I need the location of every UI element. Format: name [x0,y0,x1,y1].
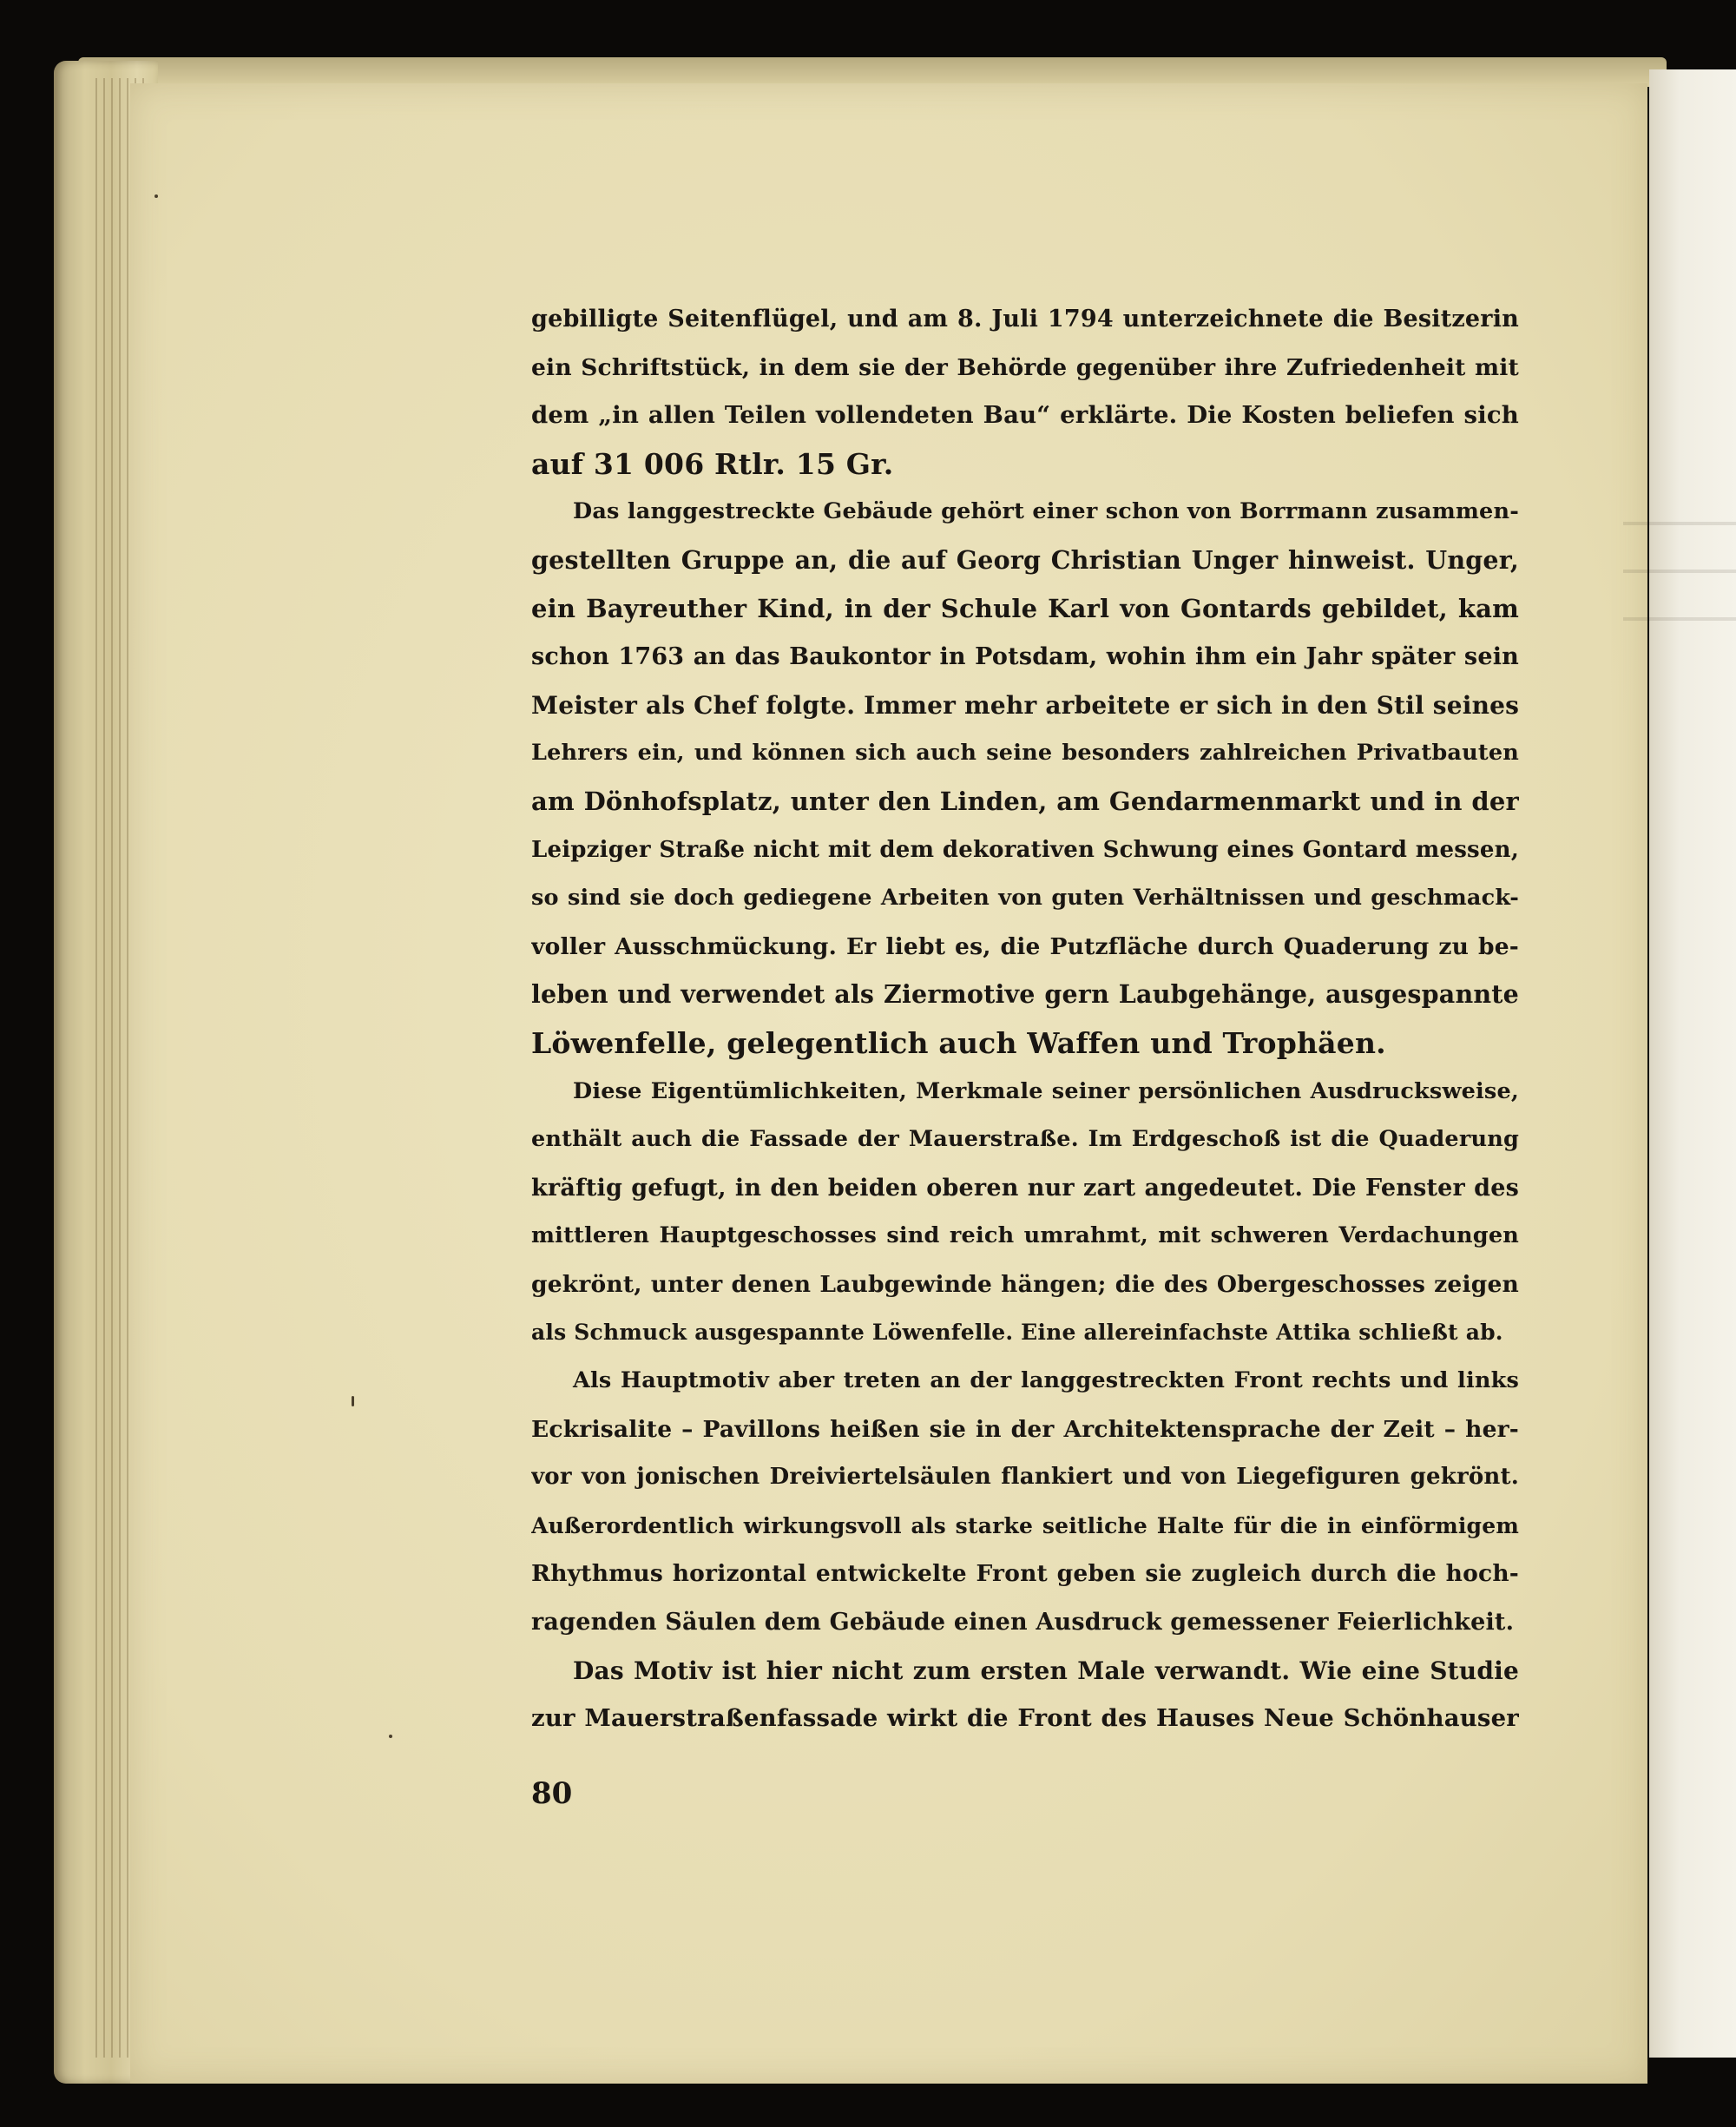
text-line: schon 1763 an das Baukontor in Potsdam, wohin ihm ein Jahr später sein [531,643,1519,671]
text-line: Rhythmus horizontal entwickelte Front geben sie zugleich durch die hoch- [531,1560,1519,1588]
text-line: Leipziger Straße nicht mit dem dekorativen Schwung eines Gontard messen, [531,836,1519,863]
text-line: enthält auch die Fassade der Mauerstraße. Im Erdgeschoß ist die Quaderung [531,1126,1519,1153]
body-text [531,295,1519,1743]
text-line: ragenden Säulen dem Gebäude einen Ausdruck gemessener Feierlichkeit. [531,1609,1515,1636]
text-line: leben und verwendet als Ziermotive gern Laubgehänge, ausgespannte [531,979,1519,1010]
text-line: dem „in allen Teilen vollendeten Bau“ erklärte. Die Kosten beliefen sich [531,401,1519,430]
text-line: Löwenfelle, gelegentlich auch Waffen und Trophäen. [531,1025,1386,1060]
paper-mark [352,1396,354,1406]
text-line: vor von jonischen Dreiviertelsäulen flankiert und von Liegefiguren gekrönt. [531,1464,1519,1491]
text-line: Lehrers ein, und können sich auch seine besonders zahlreichen Privatbauten [531,740,1519,767]
text-line: gestellten Gruppe an, die auf Georg Christian Unger hinweist. Unger, [531,544,1519,575]
text-line: Diese Eigentümlichkeiten, Merkmale seiner persönlichen Ausdrucksweise, [573,1077,1519,1104]
text-line: ein Bayreuther Kind, in der Schule Karl von Gontards gebildet, kam [531,593,1519,623]
text-line: gekrönt, unter denen Laubgewinde hängen; die des Obergeschosses zeigen [531,1270,1519,1298]
text-line: mittleren Hauptgeschosses sind reich umrahmt, mit schweren Verdachungen [531,1222,1519,1249]
text-line: gebilligte Seitenflügel, und am 8. Juli 1794 unterzeichnete die Besitzerin [531,306,1519,333]
text-line: ein Schriftstück, in dem sie der Behörde gegenüber ihre Zufriedenheit mit [531,353,1519,381]
text-line: Meister als Chef folgte. Immer mehr arbeitete er sich in den Stil seines [531,690,1519,720]
page-number: 80 [531,1776,573,1811]
text-line: kräftig gefugt, in den beiden oberen nur zart angedeutet. Die Fenster des [531,1174,1519,1202]
text-line: Das langgestreckte Gebäude gehört einer schon von Borrmann zusammen- [573,498,1519,525]
text-line: Außerordentlich wirkungsvoll als starke seitliche Halte für die in einförmigem [531,1512,1519,1538]
text-line: auf 31 006 Rtlr. 15 Gr. [531,446,894,481]
text-line: zur Mauerstraßenfassade wirkt die Front des Hauses Neue Schönhauser [531,1704,1519,1733]
paper-speck [155,194,158,198]
text-line: so sind sie doch gediegene Arbeiten von guten Verhältnissen und geschmack- [531,885,1519,912]
text-line: Das Motiv ist hier nicht zum ersten Male verwandt. Wie eine Studie [573,1656,1519,1685]
text-line: Als Hauptmotiv aber treten an der langgestreckten Front rechts und links [573,1367,1519,1394]
text-line: als Schmuck ausgespannte Löwenfelle. Eine allereinfachste Attika schließt ab. [531,1320,1503,1346]
text-line: voller Ausschmückung. Er liebt es, die Putzfläche durch Quaderung zu be- [531,932,1519,960]
book-top-edge [78,57,1667,87]
facing-page-edge [1649,69,1736,2058]
show-through-text [1623,522,1736,626]
paper-speck [389,1735,392,1738]
text-line: am Dönhofsplatz, unter den Linden, am Gendarmenmarkt und in der [531,786,1519,816]
text-line: Eckrisalite – Pavillons heißen sie in der Architektensprache der Zeit – her- [531,1415,1519,1443]
